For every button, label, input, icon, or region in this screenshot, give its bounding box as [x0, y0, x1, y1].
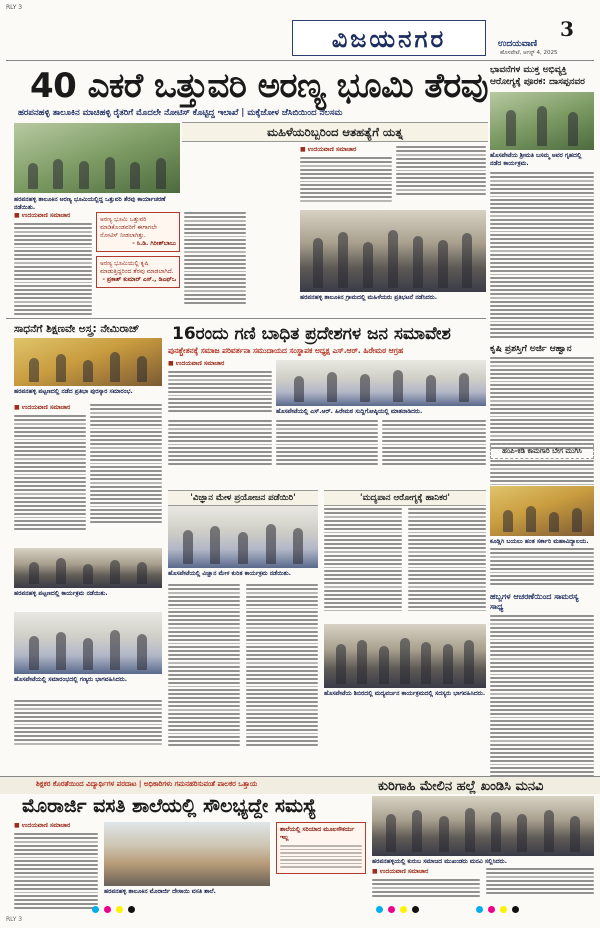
madya-body-1: [324, 508, 402, 613]
samavesha-caption: ಹೊಸಪೇಟೆಯಲ್ಲಿ ಎಸ್.ಆರ್. ಹಿರೇಮಠ ಸುದ್ದಿಗೋಷ್ಠಿಯಲ್ಲಿ ಮಾತನಾಡಿದರು.: [276, 408, 423, 415]
morarji-body-1: [14, 822, 98, 911]
left-body-lower: [14, 700, 162, 747]
lead-photo-caption: ಹರಪನಹಳ್ಳಿ ತಾಲೂಕಿನ ಅರಣ್ಯ ಭೂಮಿಯಲ್ಲಿದ್ದ ಒತ್ತುವರಿ ತೆರವು ಕಾರ್ಯಾಚರಣೆ ನಡೆಯಿತು.: [14, 196, 166, 211]
women-byline: ■ ಉದಯವಾಣಿ ಸಮಾಚಾರ: [300, 146, 357, 153]
right-photo-caption: ಹೊಸಪೇಟೆಯ ಶ್ರೀಮತಿ ಬಸಮ್ಮ ಅವರ ಗೃಹದಲ್ಲಿ ನಡೆದ ಕಾರ್ಯಕ್ರಮ.: [490, 152, 582, 167]
masthead: [292, 20, 486, 56]
kurigahi-body-1: [372, 868, 480, 899]
krishi-section: [490, 344, 594, 451]
vijnana-body-2: [246, 584, 318, 748]
madya-photo: [324, 624, 486, 688]
left-caption-b: ಹೊಸಪೇಟೆಯಲ್ಲಿ ಸಮಾರಂಭದಲ್ಲಿ ಗಣ್ಯರು ಭಾಗವಹಿಸಿದರು.: [14, 676, 128, 683]
right-caption-wrap: [490, 152, 594, 168]
brand-name: ಉದಯವಾಣಿ: [498, 39, 538, 49]
madya-caption: ಹೊಸಪೇಟೆಯ ಶಿಬಿರದಲ್ಲಿ ಮದ್ಯವರ್ಜನ ಕಾರ್ಯಕ್ರಮದಲ್ಲಿ ಸದಸ್ಯರು ಭಾಗವಹಿಸಿದರು.: [324, 690, 486, 697]
samavesha-body-4: [382, 420, 486, 467]
habba-headline: ಹಬ್ಬಗಳ ಆಚರಣೆಯಿಂದ ಸಾಮರಸ್ಯ ಸಾಧ್ಯ: [490, 592, 579, 611]
left-caption-b-wrap: [14, 676, 162, 684]
habba-section: [490, 592, 594, 779]
dateline: ಹೊಸಪೇಟೆ, ಆಗಸ್ಟ್ 4, 2025: [500, 50, 558, 56]
women-photo: [300, 210, 486, 292]
women-photo-caption: ಹರಪನಹಳ್ಳಿ ತಾಲೂಕಿನ ಗ್ರಾಮದಲ್ಲಿ ಮಹಿಳೆಯರು ಪ್ರತಿಭಟನೆ ನಡೆಸಿದರು.: [300, 294, 438, 301]
lead-photo: [14, 123, 180, 193]
nemi-caption: ಹರಪನಹಳ್ಳಿ ಪಟ್ಟಣದಲ್ಲಿ ನಡೆದ ಪ್ರತಿಭಾ ಪುರಸ್ಕಾರ ಸಮಾರಂಭ.: [14, 388, 133, 395]
morarji-caption: ಹರಪನಹಳ್ಳಿ ತಾಲೂಕಿನ ಮೊರಾರ್ಜಿ ದೇಸಾಯಿ ವಸತಿ ಶಾಲೆ.: [104, 888, 216, 895]
quote-b-text: ಅರಣ್ಯ ಭೂಮಿಯಲ್ಲಿ ಕೃಷಿ ಮಾಡುತ್ತಿದ್ದರಿಂದ ತೆರವು ಮಾಡಲಾಗಿದೆ.: [100, 260, 174, 275]
footer-registry: RLY 3: [6, 916, 23, 923]
kurigahi-byline: ■ ಉದಯವಾಣಿ ಸಮಾಚಾರ: [372, 868, 429, 875]
masthead-title: ವಿಜಯನಗರ: [331, 23, 447, 53]
registration-marks-left: [92, 906, 135, 916]
samavesha-byline: ■ ಉದಯವಾಣಿ ಸಮಾಚಾರ: [168, 360, 225, 367]
samavesha-body-2: [168, 420, 272, 467]
morarji-photo: [104, 822, 270, 886]
madya-headline: 'ಮದ್ಯಪಾನ ಆರೋಗ್ಯಕ್ಕೆ ಹಾನಿಕರ': [324, 490, 486, 506]
nemi-headline: ಸಾಧನೆಗೆ ಶಿಕ್ಷಣವೇ ಅಸ್ತ್ರ: ನೇಮಿರಾಜ್: [14, 323, 140, 335]
vijnana-caption: ಹೊಸಪೇಟೆಯಲ್ಲಿ ವಿಜ್ಞಾನ ಮೇಳ ಕುರಿತ ಕಾರ್ಯಕ್ರಮ ನಡೆಯಿತು.: [168, 570, 291, 577]
vijnana-caption-wrap: [168, 570, 318, 578]
vijnana-body-1: [168, 584, 240, 748]
left-caption-a-wrap: [14, 590, 162, 598]
vijnana-photo: [168, 506, 318, 568]
kurigahi-photo: [372, 796, 594, 856]
morarji-box-text: ಶಾಲೆಯಲ್ಲಿ ಸರಿಯಾದ ಮೂಲಸೌಕರ್ಯ ಇಲ್ಲ: [280, 826, 355, 841]
samavesha-subheadline: ಪುನಶ್ಚೇತನಕ್ಕೆ ಸಮಾಜ ಪರಿವರ್ತನಾ ಸಮುದಾಯದ ಸಂಸ್ಥಾಪಕ ಅಧ್ಯಕ್ಷ ಎಸ್.ಆರ್. ಹಿರೇಮಠ ಆಗ್ರಹ: [168, 346, 404, 355]
women-body-col2: [396, 146, 486, 197]
lead-subheadline: ಹರಪನಹಳ್ಳಿ ತಾಲೂಕಿನ ಮಾಚಿಹಳ್ಳಿ ರೈತರಿಗೆ ಮೊದಲೇ ನೋಟಿಸ್ ಕೊಟ್ಟಿದ್ದ ಇಲಾಖೆ | ಮಕ್ಕೆಜೋಳ ಜೆಸಿಬಿಯಿಂದ ನೆಲಸಮ: [18, 108, 343, 118]
nemi-caption-wrap: [14, 388, 162, 396]
morarji-kicker: ಶಿಕ್ಷಕರ ಕೊರತೆಯಿಂದ ವಿದ್ಯಾರ್ಥಿಗಳ ಪರದಾಟ | ಅಧಿಕಾರಿಗಳು ಗಮನಹರಿಸುವಂತೆ ಪಾಲಕರ ಒತ್ತಾಯ: [36, 780, 258, 788]
left-photo-b: [14, 612, 162, 674]
nemi-byline: ■ ಉದಯವಾಣಿ ಸಮಾಚಾರ: [14, 404, 71, 411]
college-caption-wrap: [490, 538, 594, 546]
lead-quote-boxes: [96, 212, 180, 288]
nemi-photo: [14, 338, 162, 386]
quote-a-text: ಅರಣ್ಯ ಭೂಮಿ ಒತ್ತುವರಿ ಮಾಡಿಕೊಂಡವರಿಗೆ ಈಗಾಗಲೇ ನೋಟಿಸ್ ನೀಡಲಾಗಿತ್ತು.: [100, 216, 157, 239]
quote-a-name: - ಸಿ.ಡಿ. ಗಿರೀಶ್‌ಬಾಬು: [132, 240, 176, 247]
women-banner: ಮಹಿಳೆಯರಿಬ್ಬರಿಂದ ಆತಹತ್ಯೆಗೆ ಯತ್ನ: [182, 122, 488, 142]
morarji-headline: ಮೊರಾರ್ಜಿ ವಸತಿ ಶಾಲೆಯಲ್ಲಿ ಸೌಲಭ್ಯದ್ದೇ ಸಮಸ್ಯೆ: [22, 795, 317, 817]
kurigahi-headline: ಕುರಿಗಾಹಿ ಮೇಲಿನ ಹಲ್ಲೆ ಖಂಡಿಸಿ ಮನವಿ: [378, 779, 544, 794]
right-headline: ಭಾವನೆಗಳ ಮುಕ್ತ ಅಭಿವ್ಯಕ್ತಿ ಆರೋಗ್ಯಕ್ಕೆ ಪೂರಕ: ದಾಸಪ್ಪನವರ: [490, 65, 585, 87]
vijnana-headline: 'ವಿಜ್ಞಾನ ಮೇಳ ಪ್ರಯೋಜನ ಪಡೆಯಿರಿ': [168, 490, 318, 506]
lead-body-col1: [14, 212, 92, 317]
kurigahi-caption: ಹರಪನಹಳ್ಳಿಯಲ್ಲಿ ಕುರುಬ ಸಮಾಜದ ಮುಖಂಡರು ಮನವಿ ಸಲ್ಲಿಸಿದರು.: [372, 858, 507, 865]
right-body-1: [490, 172, 594, 340]
registry-code: RLY 3: [6, 4, 23, 11]
right-col: [490, 64, 594, 88]
left-caption-a: ಹರಪನಹಳ್ಳಿ ಪಟ್ಟಣದಲ್ಲಿ ಕಾರ್ಯಕ್ರಮ ನಡೆಯಿತು.: [14, 590, 108, 597]
madya-caption-wrap: [324, 690, 486, 698]
quote-box-b: [96, 256, 180, 288]
morarji-caption-wrap: [104, 888, 270, 896]
samavesha-body-3: [276, 420, 378, 467]
college-body: [490, 548, 594, 587]
women-caption-wrap: [300, 294, 486, 302]
women-body-col1: [300, 146, 392, 204]
right-photo: [490, 92, 594, 150]
samavesha-photo: [276, 360, 486, 406]
lead-headline: 40 ಎಕರೆ ಒತ್ತುವರಿ ಅರಣ್ಯ ಭೂಮಿ ತೆರವು: [30, 66, 489, 106]
samavesha-headline: 16ರಂದು ಗಣಿ ಬಾಧಿತ ಪ್ರದೇಶಗಳ ಜನ ಸಮಾವೇಶ: [172, 324, 451, 344]
page-number: 3: [560, 17, 574, 41]
lead-byline: ■ ಉದಯವಾಣಿ ಸಮಾಚಾರ: [14, 212, 71, 219]
mid-rule: [6, 318, 486, 319]
college-photo: [490, 486, 594, 536]
registration-marks-right: [476, 906, 519, 916]
kurigahi-body-2: [486, 868, 594, 896]
lead-photo-caption-wrap: [14, 196, 180, 212]
nemi-body-1: [14, 404, 86, 532]
lead-body-col3: [184, 212, 246, 306]
samavesha-caption-wrap: [276, 408, 486, 416]
college-caption: ಕೂಡ್ಲಿಗಿ ಬಯಲು ಹಂತ ಸರ್ಕಾರಿ ಮಹಾವಿದ್ಯಾಲಯ.: [490, 538, 589, 545]
hampi-box: ಹಂಪಿ-ಕಡಿ ಕಾಮಗಾರಿ ಬೇಗ ಮುಗಿಸಿ: [490, 444, 594, 459]
quote-b-name: - ಪ್ರಕಾಶ್ ಕುಮಾರ್ ಎಸ್., ಡಿಎಫ್‌ಒ: [102, 276, 176, 283]
nemi-body-2: [90, 404, 162, 525]
krishi-headline: ಕೃಷಿ ಪ್ರಶಸ್ತಿಗೆ ಅರ್ಜಿ ಆಹ್ವಾನ: [490, 344, 572, 354]
header-rule: [6, 60, 594, 61]
registration-marks-mid: [376, 906, 419, 916]
samavesha-body-1: [168, 360, 272, 414]
left-photo-a: [14, 548, 162, 588]
quote-box-a: [96, 212, 180, 252]
madya-body-2: [408, 508, 486, 613]
morarji-byline: ■ ಉದಯವಾಣಿ ಸಮಾಚಾರ: [14, 822, 71, 829]
morarji-box: [276, 822, 366, 874]
kurigahi-caption-wrap: [372, 858, 594, 866]
